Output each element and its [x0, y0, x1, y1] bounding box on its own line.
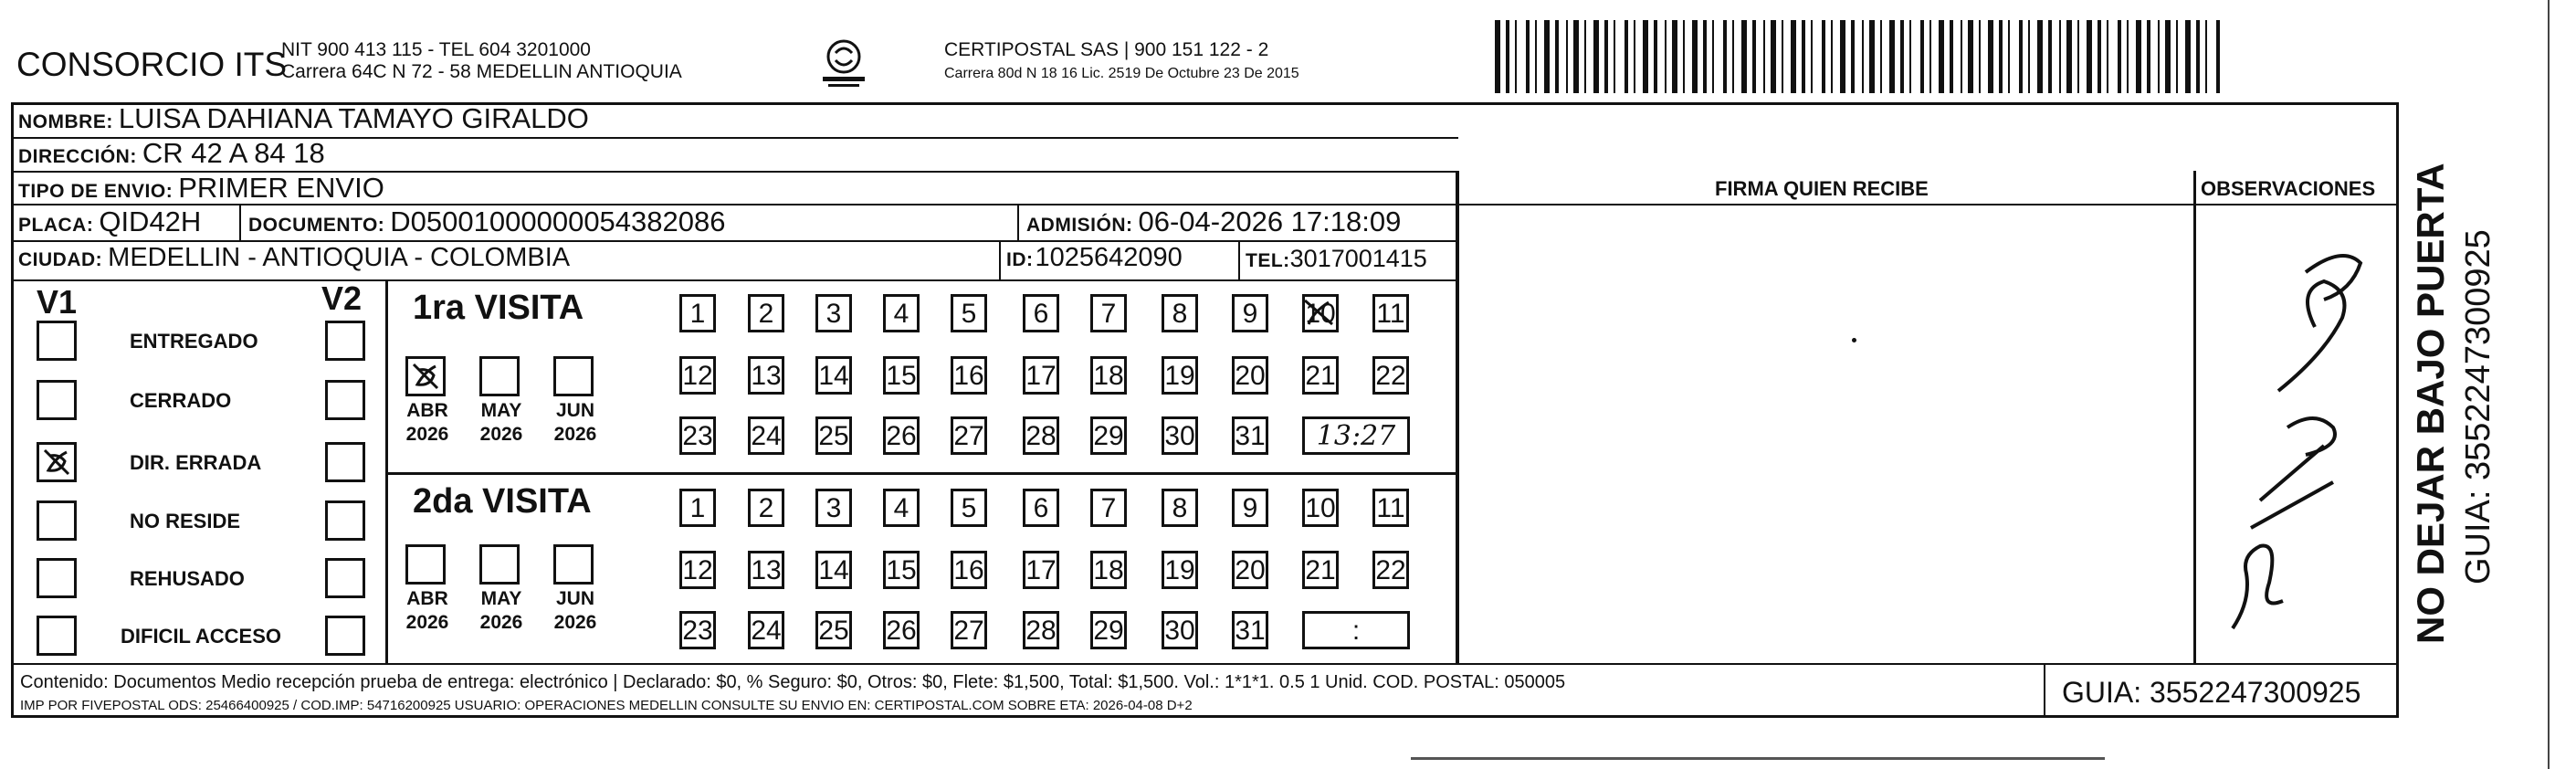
- barcode-bar: [1604, 20, 1608, 93]
- month-label: JUN: [555, 400, 594, 421]
- id-value: 1025642090: [1035, 243, 1183, 272]
- time-box[interactable]: 13:27: [1302, 416, 1410, 455]
- month-checkbox[interactable]: [479, 356, 520, 396]
- day-box[interactable]: 16: [951, 551, 987, 589]
- tel-value: 3017001415: [1289, 245, 1427, 272]
- day-box[interactable]: 17: [1023, 551, 1059, 589]
- barcode-bar: [1929, 20, 1931, 93]
- barcode-bar: [1950, 20, 1953, 93]
- barcode-bar: [1506, 20, 1509, 93]
- barcode-bar: [1495, 20, 1500, 93]
- barcode-bar: [2077, 20, 2079, 93]
- footer-imp: IMP POR FIVEPOSTAL ODS: 25466400925 / COD.IMP: 54716200925 USUARIO: OPERACIONES MEDELLIN CONSULTE SU ENVIO EN: CERTIPOSTAL.COM SOBRE ETA: 2026-04-08 D+2: [20, 698, 1193, 713]
- status-v1-checkbox[interactable]: [37, 380, 77, 420]
- barcode-bar: [1939, 20, 1944, 93]
- day-box[interactable]: 7: [1090, 294, 1127, 332]
- day-box[interactable]: 23: [679, 611, 716, 649]
- barcode-bar: [1732, 20, 1734, 93]
- month-label: JUN: [555, 588, 594, 609]
- barcode-bar: [1515, 20, 1517, 93]
- barcode-bar: [1741, 20, 1747, 93]
- day-box[interactable]: 4: [883, 489, 920, 527]
- v2-header: V2: [321, 279, 363, 317]
- footer-guia: GUIA: 3552247300925: [2062, 676, 2361, 709]
- certipostal-logo-icon: [815, 37, 872, 91]
- barcode-bar: [1831, 20, 1833, 93]
- barcode-bar: [1643, 20, 1648, 93]
- barcode-bar: [1634, 20, 1635, 93]
- documento-field: [248, 205, 725, 238]
- status-v1-checkbox[interactable]: [37, 500, 77, 541]
- status-label: DIFICIL ACCESO: [121, 625, 282, 648]
- placa-label: PLACA:: [18, 215, 94, 236]
- status-v2-checkbox[interactable]: [325, 500, 365, 541]
- day-box[interactable]: 3: [815, 489, 852, 527]
- placa-value: QID42H: [99, 205, 202, 237]
- barcode-bar: [2147, 20, 2150, 93]
- day-box[interactable]: 14: [815, 356, 852, 395]
- barcode-bar: [2196, 20, 2200, 93]
- barcode-bar: [1979, 20, 1981, 93]
- id-field: [1006, 243, 1183, 273]
- barcode-bar: [2059, 20, 2061, 93]
- barcode-bar: [1811, 20, 1813, 93]
- day-box[interactable]: 19: [1162, 356, 1198, 395]
- barcode-bar: [2087, 20, 2092, 93]
- direccion-field: [18, 137, 325, 170]
- nombre-label: NOMBRE:: [18, 111, 113, 132]
- barcode-bar: [1535, 20, 1537, 93]
- barcode-bar: [2037, 20, 2043, 93]
- barcode-bar: [2165, 20, 2171, 93]
- barcode-bar: [2158, 20, 2160, 93]
- barcode-bar: [1782, 20, 1783, 93]
- courier-license: Carrera 80d N 18 16 Lic. 2519 De Octubre 23 De 2015: [944, 66, 1299, 81]
- side-guia: GUIA: 3552247300925: [2459, 229, 2497, 585]
- day-box[interactable]: 26: [883, 416, 920, 455]
- day-box[interactable]: 1: [679, 489, 716, 527]
- barcode-bar: [2136, 20, 2141, 93]
- barcode-icon: [1495, 20, 2223, 93]
- month-year: 2026: [553, 612, 597, 633]
- day-box[interactable]: 23: [679, 416, 716, 455]
- barcode-bar: [1654, 20, 1657, 93]
- barcode-bar: [1584, 20, 1586, 93]
- month-year: 2026: [405, 424, 449, 445]
- status-label: NO RESIDE: [130, 510, 241, 532]
- day-box[interactable]: 6: [1023, 294, 1059, 332]
- tel-label: TEL:: [1246, 250, 1290, 271]
- month-checkbox[interactable]: [553, 544, 594, 585]
- barcode-bar: [1683, 20, 1685, 93]
- courier-name: CERTIPOSTAL SAS | 900 151 122 - 2: [944, 39, 1269, 60]
- barcode-bar: [2107, 20, 2108, 93]
- side-notice: NO DEJAR BAJO PUERTA: [2409, 163, 2452, 644]
- month-checkbox[interactable]: [405, 544, 446, 585]
- day-box[interactable]: 1: [679, 294, 716, 332]
- day-box[interactable]: 7: [1090, 489, 1127, 527]
- barcode-bar: [1593, 20, 1599, 93]
- tel-field: [1246, 245, 1427, 273]
- month-label: MAY: [480, 588, 522, 609]
- barcode-bar: [1791, 20, 1796, 93]
- admision-label: ADMISIÓN:: [1026, 215, 1133, 236]
- barcode-bar: [1555, 20, 1559, 93]
- visit2-title: 2da VISITA: [413, 482, 592, 521]
- barcode-bar: [1692, 20, 1698, 93]
- tipo-envio-label: TIPO DE ENVIO:: [18, 181, 173, 202]
- barcode-bar: [1614, 20, 1615, 93]
- day-box[interactable]: 13: [748, 551, 784, 589]
- ciudad-label: CIUDAD:: [18, 249, 103, 270]
- barcode-bar: [2216, 20, 2220, 93]
- barcode-bar: [1822, 20, 1825, 93]
- day-box[interactable]: 28: [1023, 416, 1059, 455]
- day-box[interactable]: 20: [1232, 551, 1268, 589]
- barcode-bar: [1672, 20, 1677, 93]
- barcode-bar: [1968, 20, 1973, 93]
- month-label: ABR: [406, 588, 448, 609]
- barcode-bar: [2118, 20, 2121, 93]
- day-box[interactable]: 22: [1372, 356, 1409, 395]
- day-box[interactable]: 9: [1232, 489, 1268, 527]
- visit1-title: 1ra VISITA: [413, 289, 584, 327]
- day-box[interactable]: 12: [679, 551, 716, 589]
- barcode-bar: [1900, 20, 1904, 93]
- barcode-bar: [2176, 20, 2178, 93]
- barcode-bar: [2185, 20, 2191, 93]
- day-box[interactable]: 4: [883, 294, 920, 332]
- admision-field: [1026, 205, 1401, 238]
- day-box[interactable]: 28: [1023, 611, 1059, 649]
- day-box[interactable]: 30: [1162, 416, 1198, 455]
- status-v1-checkbox[interactable]: [37, 442, 77, 482]
- day-box[interactable]: 27: [951, 611, 987, 649]
- barcode-bar: [2008, 20, 2010, 93]
- month-year: 2026: [405, 612, 449, 633]
- day-box[interactable]: 5: [951, 294, 987, 332]
- status-v2-checkbox[interactable]: [325, 442, 365, 482]
- barcode-bar: [1920, 20, 1924, 93]
- day-box[interactable]: 21: [1302, 551, 1339, 589]
- documento-value: D05001000000054382086: [390, 205, 726, 237]
- direccion-value: CR 42 A 84 18: [142, 137, 325, 169]
- barcode-bar: [1566, 20, 1568, 93]
- day-box[interactable]: 20: [1232, 356, 1268, 395]
- day-box[interactable]: 14: [815, 551, 852, 589]
- day-box[interactable]: 11: [1372, 294, 1409, 332]
- barcode-bar: [2028, 20, 2030, 93]
- status-v1-checkbox[interactable]: [37, 616, 77, 656]
- barcode-bar: [1544, 20, 1550, 93]
- company-name: CONSORCIO ITS: [16, 46, 288, 83]
- nombre-field: [18, 102, 589, 135]
- status-v1-checkbox[interactable]: [37, 321, 77, 361]
- status-label: CERRADO: [130, 389, 232, 412]
- handwritten-signature: [2196, 208, 2397, 663]
- day-box[interactable]: 2: [748, 489, 784, 527]
- direccion-label: DIRECCIÓN:: [18, 146, 137, 167]
- day-box[interactable]: 8: [1162, 489, 1198, 527]
- barcode-bar: [1573, 20, 1579, 93]
- day-box[interactable]: 10: [1302, 294, 1339, 332]
- day-box[interactable]: 18: [1090, 356, 1127, 395]
- barcode-bar: [2205, 20, 2207, 93]
- status-v2-checkbox[interactable]: [325, 321, 365, 361]
- barcode-bar: [1665, 20, 1667, 93]
- day-box[interactable]: 15: [883, 551, 920, 589]
- ciudad-value: MEDELLIN - ANTIOQUIA - COLOMBIA: [108, 243, 571, 272]
- day-box[interactable]: 12: [679, 356, 716, 395]
- day-box[interactable]: 27: [951, 416, 987, 455]
- day-box[interactable]: 19: [1162, 551, 1198, 589]
- barcode-bar: [1624, 20, 1628, 93]
- admision-value: 06-04-2026 17:18:09: [1138, 205, 1402, 237]
- day-box[interactable]: 24: [748, 611, 784, 649]
- barcode-bar: [1851, 20, 1855, 93]
- month-year: 2026: [479, 612, 523, 633]
- status-v2-checkbox[interactable]: [325, 380, 365, 420]
- barcode-bar: [1961, 20, 1962, 93]
- day-box[interactable]: 31: [1232, 611, 1268, 649]
- day-box[interactable]: 26: [883, 611, 920, 649]
- day-box[interactable]: 29: [1090, 611, 1127, 649]
- day-box[interactable]: 16: [951, 356, 987, 395]
- tipo-envio-value: PRIMER ENVIO: [178, 172, 384, 204]
- barcode-bar: [1909, 20, 1911, 93]
- tipo-envio-field: [18, 172, 384, 205]
- day-box[interactable]: 10: [1302, 489, 1339, 527]
- month-label: ABR: [406, 400, 448, 421]
- placa-field: [18, 205, 201, 238]
- barcode-bar: [1862, 20, 1864, 93]
- barcode-bar: [2066, 20, 2072, 93]
- day-box[interactable]: 25: [815, 611, 852, 649]
- day-box[interactable]: 24: [748, 416, 784, 455]
- month-year: 2026: [479, 424, 523, 445]
- day-box[interactable]: 31: [1232, 416, 1268, 455]
- month-year: 2026: [553, 424, 597, 445]
- signature-dot: [1852, 338, 1856, 342]
- day-box[interactable]: 3: [815, 294, 852, 332]
- firma-header: FIRMA QUIEN RECIBE: [1715, 177, 1929, 200]
- day-box[interactable]: 18: [1090, 551, 1127, 589]
- barcode-bar: [1869, 20, 1875, 93]
- footer-content: Contenido: Documentos Medio recepción prueba de entrega: electrónico | Declarado: $0, % Seguro: $0, Otros: $0, Flete: $1,500, Total: $1,500. Vol.: 1*1*1. 0.5 1 Unid. COD. POSTAL: 050005: [20, 672, 1566, 692]
- barcode-bar: [1840, 20, 1845, 93]
- barcode-bar: [2048, 20, 2052, 93]
- month-checkbox[interactable]: [479, 544, 520, 585]
- status-label: REHUSADO: [130, 567, 245, 590]
- barcode-bar: [2127, 20, 2129, 93]
- day-box[interactable]: 21: [1302, 356, 1339, 395]
- barcode-bar: [1880, 20, 1882, 93]
- barcode-bar: [1802, 20, 1805, 93]
- status-label: ENTREGADO: [130, 330, 258, 353]
- barcode-bar: [1712, 20, 1714, 93]
- day-box[interactable]: 30: [1162, 611, 1198, 649]
- barcode-bar: [1771, 20, 1776, 93]
- status-v2-checkbox[interactable]: [325, 616, 365, 656]
- company-address: Carrera 64C N 72 - 58 MEDELLIN ANTIOQUIA: [281, 61, 682, 82]
- ciudad-field: [18, 243, 570, 273]
- barcode-bar: [2098, 20, 2101, 93]
- id-label: ID:: [1006, 249, 1034, 270]
- barcode-bar: [1703, 20, 1707, 93]
- day-box[interactable]: 2: [748, 294, 784, 332]
- barcode-bar: [2019, 20, 2023, 93]
- month-checkbox[interactable]: [405, 356, 446, 396]
- v1-header: V1: [37, 283, 78, 321]
- day-box[interactable]: 13: [748, 356, 784, 395]
- day-box[interactable]: 8: [1162, 294, 1198, 332]
- month-checkbox[interactable]: [553, 356, 594, 396]
- barcode-bar: [1988, 20, 1993, 93]
- status-v2-checkbox[interactable]: [325, 558, 365, 598]
- day-box[interactable]: 25: [815, 416, 852, 455]
- day-box[interactable]: 6: [1023, 489, 1059, 527]
- day-box[interactable]: 29: [1090, 416, 1127, 455]
- day-box[interactable]: 5: [951, 489, 987, 527]
- barcode-bar: [1999, 20, 2003, 93]
- day-box[interactable]: 15: [883, 356, 920, 395]
- day-box[interactable]: 11: [1372, 489, 1409, 527]
- day-box[interactable]: 22: [1372, 551, 1409, 589]
- status-v1-checkbox[interactable]: [37, 558, 77, 598]
- day-box[interactable]: 17: [1023, 356, 1059, 395]
- day-box[interactable]: 9: [1232, 294, 1268, 332]
- barcode-bar: [1889, 20, 1895, 93]
- nombre-value: LUISA DAHIANA TAMAYO GIRALDO: [118, 102, 589, 134]
- documento-label: DOCUMENTO:: [248, 215, 385, 236]
- barcode-bar: [1763, 20, 1765, 93]
- time-box[interactable]: :: [1302, 611, 1410, 649]
- barcode-bar: [1723, 20, 1727, 93]
- barcode-bar: [1526, 20, 1530, 93]
- observaciones-header: OBSERVACIONES: [2201, 177, 2376, 200]
- company-nit: NIT 900 413 115 - TEL 604 3201000: [281, 39, 591, 60]
- barcode-bar: [1752, 20, 1756, 93]
- status-label: DIR. ERRADA: [130, 451, 262, 474]
- month-label: MAY: [480, 400, 522, 421]
